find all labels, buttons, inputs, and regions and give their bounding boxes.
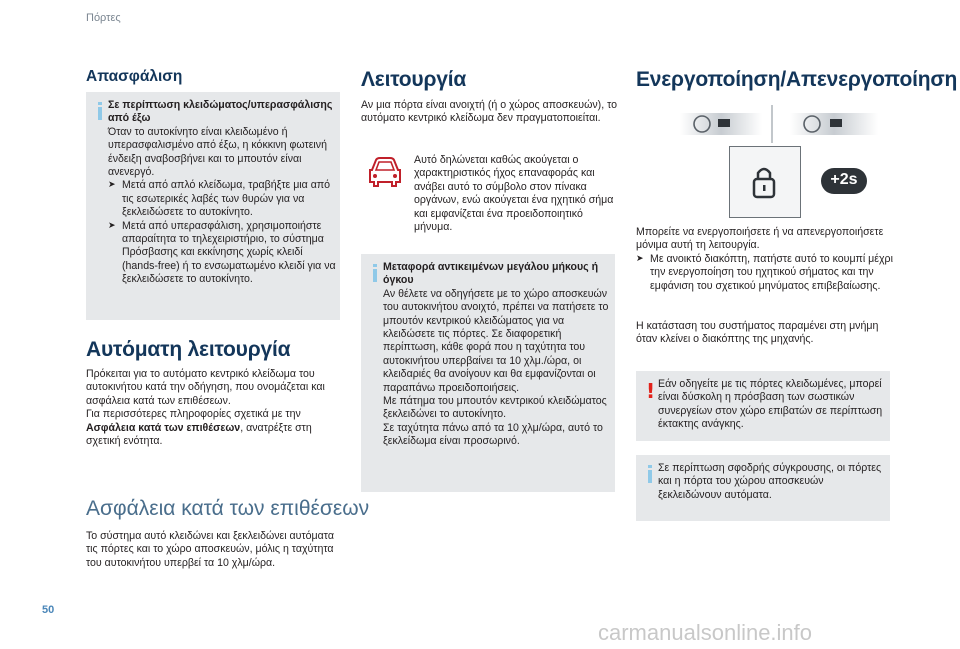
section-header: Πόρτες — [86, 12, 121, 24]
warning-text: Εάν οδηγείτε με τις πόρτες κλειδωμένες, μπορεί είναι δύσκολη η πρόσβαση των σωστικών συνεργείων στον χώρο επιβατών σε περίπτωση έκτακτης ανάγκης. — [658, 378, 883, 431]
info-box-collision — [636, 455, 890, 521]
collision-text: Σε περίπτωση σφοδρής σύγκρουσης, οι πόρτες και η πόρτα του χώρου αποσκευών ξεκλειδώνουν αυτόματα. — [658, 462, 882, 501]
info-box-long-loads — [361, 254, 615, 492]
bullet-marker-icon: ➤ — [108, 219, 116, 230]
unlocked-door-warning-icon — [364, 152, 406, 192]
info-box-title: Σε περίπτωση κλειδώματος/υπερασφάλισης από έξω — [108, 99, 333, 125]
auto-mode-text-2: Για περισσότερες πληροφορίες σχετικά με την — [86, 408, 301, 421]
warning-icon: ! — [646, 379, 656, 403]
operation-intro: Αν μια πόρτα είναι ανοιχτή (ή ο χώρος αποσκευών), το αυτόματο κεντρικό κλείδωμα δεν πραγματοποιείται. — [361, 99, 618, 125]
anti-attack-text: Το σύστημα αυτό κλειδώνει και ξεκλειδώνει αυτόματα τις πόρτες και το χώρο αποσκευών, μόλις η ταχύτητα του αυτοκινήτου υπερβεί τα 10 χλμ/ώρα. — [86, 530, 334, 569]
central-lock-button[interactable] — [729, 146, 801, 218]
console-illustration — [680, 105, 880, 143]
auto-mode-text — [86, 368, 344, 448]
warning-box — [636, 371, 890, 441]
bullet-marker-icon: ➤ — [108, 179, 116, 190]
info-box-intro: Όταν το αυτοκίνητο είναι κλειδωμένο ή υπερασφαλισμένο από έξω, η κόκκινη φωτεινή ένδειξη αναβοσβήνει και το μπουτόν είναι ανενεργό. — [108, 125, 327, 179]
auto-mode-bold-ref: Ασφάλεια κατά των επιθέσεων — [86, 421, 241, 434]
long-loads-title: Μεταφορά αντικειμένων μεγάλου μήκους ή όγκου — [383, 261, 599, 287]
auto-mode-text-1: Πρόκειται για το αυτόματο κεντρικό κλείδωμα του αυτοκινήτου κατά την οδήγηση, που ονομάζεται και ασφάλεια κατά των επιθέσεων. — [86, 368, 325, 407]
info-box-bullet: Μετά από υπερασφάλιση, χρησιμοποιήστε απαραίτητα το τηλεχειριστήριο, το σύστημα Πρόσβασης και εκκίνησης χωρίς κλειδί (hands-free) ή το ενσωματωμένο κλειδί για να ξεκλειδώσετε το αυτοκίνητο. — [122, 219, 336, 286]
operation-heading: Λειτουργία — [361, 68, 467, 91]
activation-bullet — [636, 253, 898, 293]
info-icon — [98, 102, 102, 120]
activation-memory-text: Η κατάσταση του συστήματος παραμένει στη μνήμη όταν κλείνει ο διακόπτης της μηχανής. — [636, 320, 879, 346]
long-loads-text-3: Σε ταχύτητα πάνω από τα 10 χλμ/ώρα, αυτό το ξεκλείδωμα είναι προσωρινό. — [383, 421, 603, 448]
bullet-marker-icon: ➤ — [636, 253, 644, 263]
hold-2s-badge — [818, 165, 870, 197]
unlock-heading: Απασφάλιση — [86, 68, 183, 85]
activation-heading: Ενεργοποίηση/Απενεργοποίηση — [636, 68, 958, 91]
page-number: 50 — [42, 604, 55, 616]
info-box-bullet: Μετά από απλό κλείδωμα, τραβήξτε μια από τις εσωτερικές λαβές των θυρών για να ξεκλειδώσετε το αυτοκίνητο. — [122, 179, 331, 219]
long-loads-text-2: Με πάτημα του μπουτόν κεντρικού κλειδώματος ξεκλειδώνει το αυτοκίνητο. — [383, 395, 607, 421]
anti-attack-heading: Ασφάλεια κατά των επιθέσεων — [86, 497, 370, 520]
long-loads-text-1: Αν θέλετε να οδηγήσετε με το χώρο αποσκευών του αυτοκινήτου ανοιχτό, πρέπει να πατήσετε το μπουτόν κεντρικού κλειδώματος για να κλειδώσετε τις πόρτες. Σε διαφορετική περίπτωση, κάθε φορά που η ταχύτητα του αυτοκινήτου υπερβαίνει τα 10 χλμ./ώρα, οι κλειδαριές θα ανοίγουν και θα εμφανίζονται οι παραπάνω προειδοποιήσεις. — [383, 287, 609, 394]
operation-icon-text: Αυτό δηλώνεται καθώς ακούγεται ο χαρακτηριστικός ήχος επαναφοράς και ανάβει αυτό το σύμβολο στον πίνακα οργάνων, ενώ ακούγεται ένα ηχητικό σήμα και εμφανίζεται ένα προειδοποιητικό μήνυμα. — [414, 154, 614, 234]
watermark: carmanualsonline.info — [598, 620, 813, 645]
info-box-external-lock — [86, 92, 340, 320]
info-icon — [648, 465, 652, 483]
activation-bullet-text: Με ανοικτό διακόπτη, πατήστε αυτό το κουμπί μέχρι την ενεργοποίηση του ηχητικού σήματος και την εμφάνιση του σχετικού μηνύματος επιβεβαίωσης. — [650, 253, 893, 292]
info-icon — [373, 264, 377, 282]
hold-2s-label: +2s — [830, 171, 858, 188]
activation-intro: Μπορείτε να ενεργοποιήσετε ή να απενεργοποιήσετε μόνιμα αυτή τη λειτουργία. — [636, 226, 884, 252]
auto-mode-text-3: , ανατρέξτε στη σχετική ενότητα. — [86, 421, 312, 448]
auto-mode-heading: Αυτόματη λειτουργία — [86, 338, 291, 361]
